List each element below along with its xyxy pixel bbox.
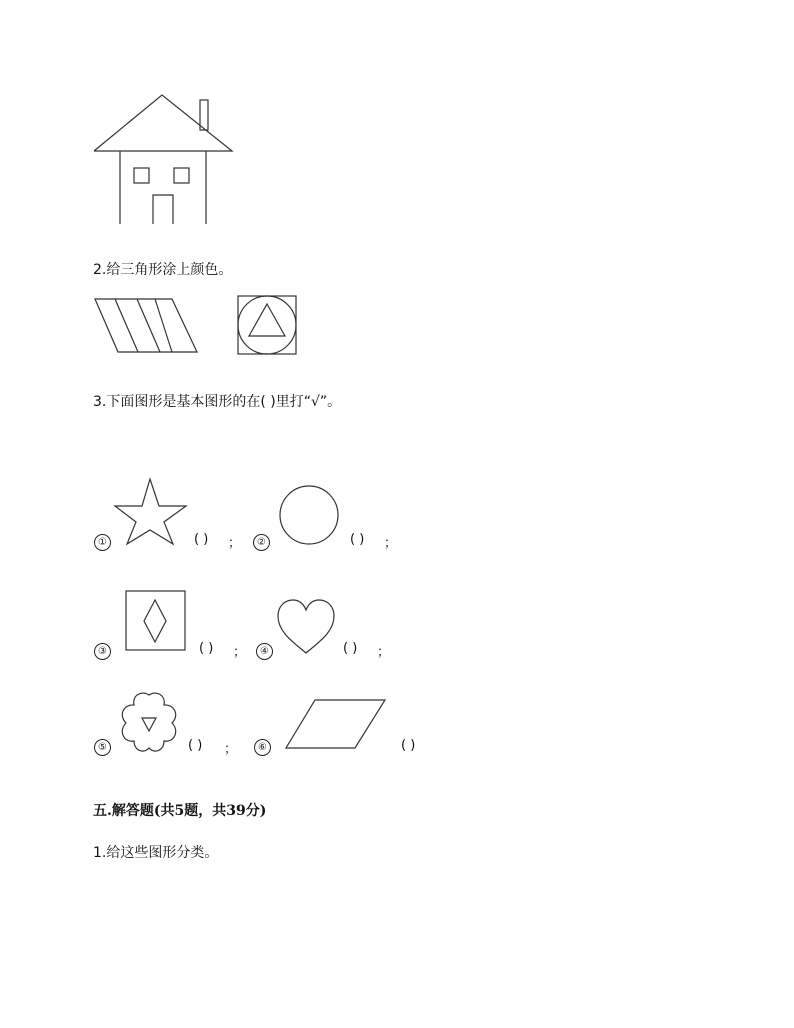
- item-6-number: ⑥: [254, 739, 271, 756]
- circle-shape: [278, 485, 342, 547]
- item-5-separator: ；: [224, 742, 238, 757]
- item-5-number: ⑤: [94, 739, 111, 756]
- section-5-title: 五.解答题(共5题，共39分): [93, 803, 267, 819]
- item-3-number: ③: [94, 643, 111, 660]
- item-5-answer-blank[interactable]: ( ): [188, 738, 203, 753]
- item-4-answer-blank[interactable]: ( ): [343, 641, 358, 656]
- item-1-answer-blank[interactable]: ( ): [194, 532, 209, 547]
- heart-shape: [275, 598, 337, 656]
- parallelogram-shape: [283, 697, 389, 751]
- item-3-separator: ；: [233, 645, 247, 660]
- item-4-number: ④: [256, 643, 273, 660]
- item-1-number: ①: [94, 534, 111, 551]
- question-2-text: 2.给三角形涂上颜色。: [93, 262, 233, 278]
- item-2-answer-blank[interactable]: ( ): [350, 532, 365, 547]
- item-4-separator: ；: [377, 645, 391, 660]
- section-5-question-1-text: 1.给这些图形分类。: [93, 845, 219, 861]
- star-shape: [113, 477, 189, 545]
- item-2-number: ②: [253, 534, 270, 551]
- flower-triangle-shape: [116, 690, 182, 754]
- item-2-separator: ；: [384, 536, 398, 551]
- house-figure: [90, 92, 240, 227]
- square-diamond-shape: [124, 589, 188, 653]
- question-3-text: 3.下面图形是基本图形的在( )里打“√”。: [93, 394, 342, 410]
- item-6-answer-blank[interactable]: ( ): [401, 738, 416, 753]
- parallelogram-split-figure: [92, 297, 202, 355]
- item-3-answer-blank[interactable]: ( ): [199, 641, 214, 656]
- item-1-separator: ；: [228, 536, 242, 551]
- square-circle-triangle-figure: [236, 294, 300, 356]
